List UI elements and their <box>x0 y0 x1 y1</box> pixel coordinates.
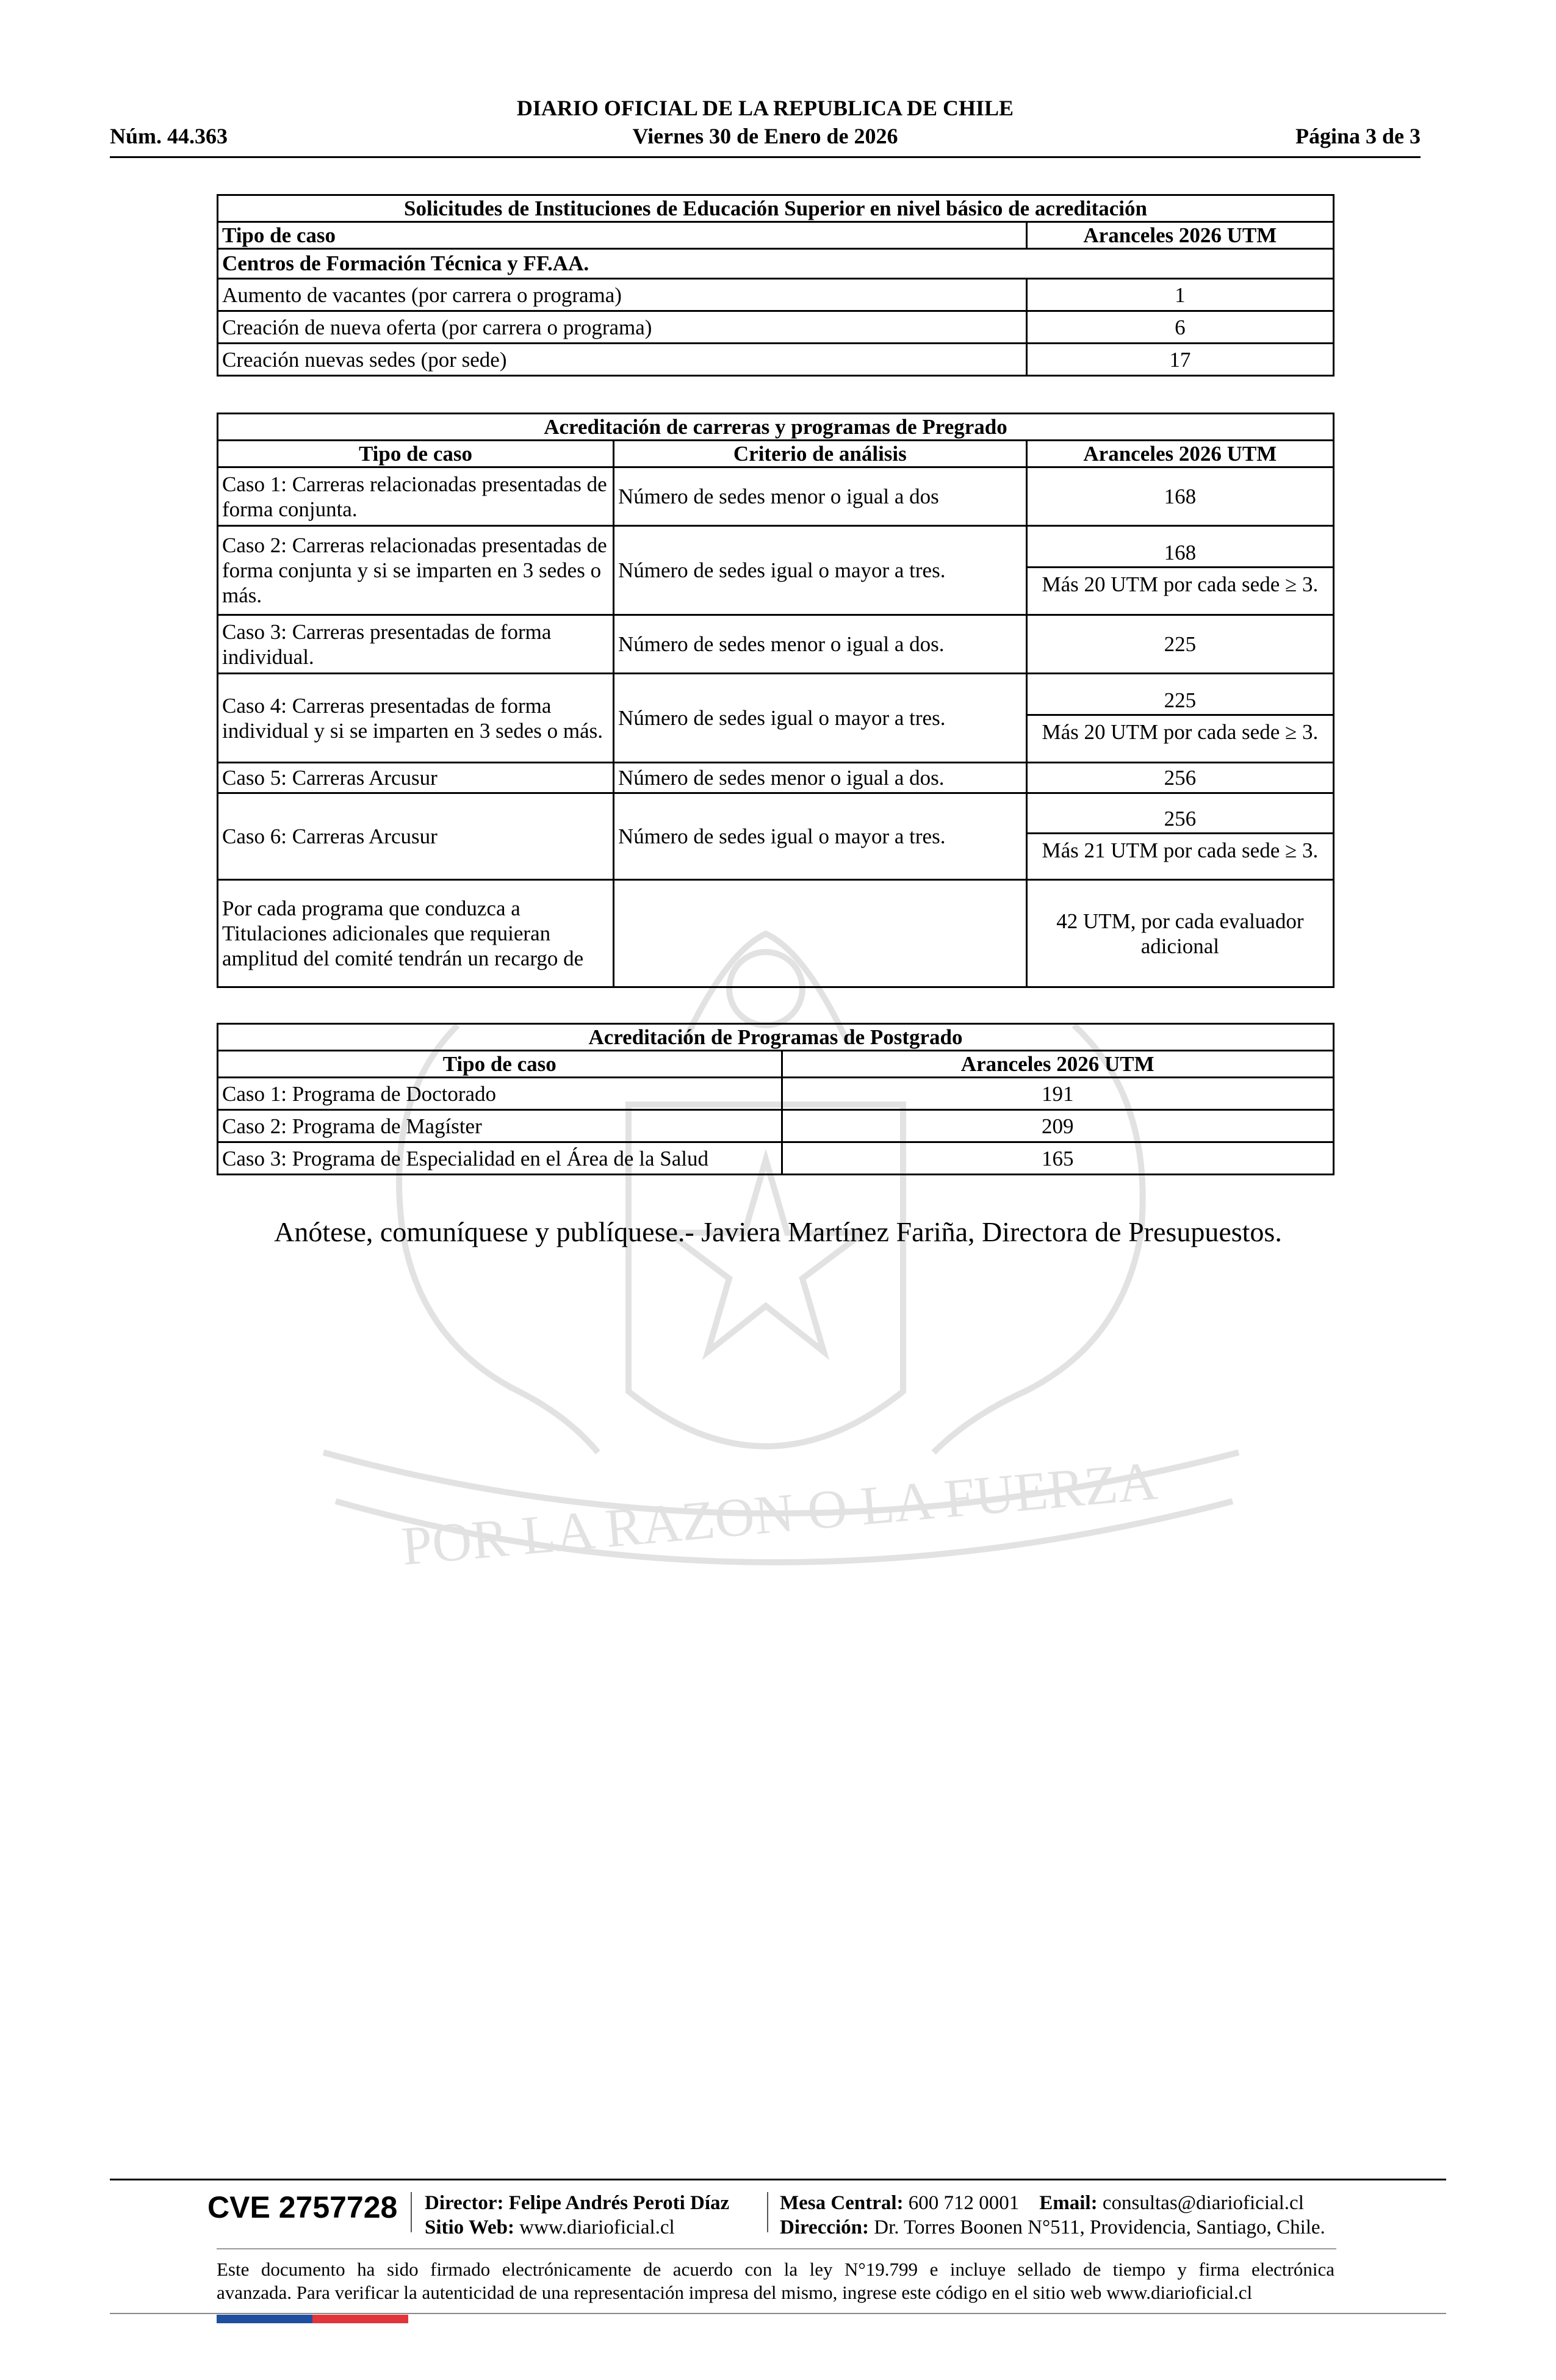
extra-fee: Más 20 UTM por cada sede ≥ 3. <box>1042 720 1319 744</box>
criteria-cell: Número de sedes igual o mayor a tres. <box>613 526 1026 615</box>
fee-cell: 191 <box>782 1078 1334 1110</box>
case-cell: Por cada programa que conduzca a Titulaciones adicionales que requieran amplitud del comité tendrán un recargo de <box>218 880 614 987</box>
director-label: Director: <box>425 2192 504 2214</box>
criteria-cell: Número de sedes igual o mayor a tres. <box>613 674 1026 763</box>
footer-contact-block <box>780 2191 1325 2240</box>
base-fee: 256 <box>1028 806 1333 834</box>
table-row <box>218 880 1334 987</box>
case-cell: Caso 4: Carreras presentadas de forma individual y si se imparten en 3 sedes o más. <box>218 674 614 763</box>
phone-label: Mesa Central: <box>780 2192 904 2214</box>
newspaper-title: DIARIO OFICIAL DE LA REPUBLICA DE CHILE <box>516 96 1014 120</box>
site-label: Sitio Web: <box>425 2216 515 2238</box>
table-title: Solicitudes de Instituciones de Educación Superior en nivel básico de acreditación <box>218 195 1334 222</box>
fee-cell: 1 <box>1026 279 1333 311</box>
table-row <box>218 467 1334 526</box>
issue-number: Núm. 44.363 <box>110 124 228 148</box>
case-cell: Creación nuevas sedes (por sede) <box>218 344 1027 376</box>
case-cell: Aumento de vacantes (por carrera o programa) <box>218 279 1027 311</box>
fee-cell: 17 <box>1026 344 1333 376</box>
footer-bottom-divider <box>110 2313 1446 2314</box>
criteria-cell: Número de sedes menor o igual a dos <box>613 467 1026 526</box>
site-link[interactable]: www.diarioficial.cl <box>519 2216 675 2238</box>
case-cell: Caso 2: Programa de Magíster <box>218 1110 782 1142</box>
legal-notice-line1: Este documento ha sido firmado electrónicamente de acuerdo con la ley N°19.799 e incluye sellado de tiempo y firma electrónica <box>217 2259 1334 2280</box>
undergraduate-accreditation-table <box>217 413 1334 988</box>
flag-stripe-red <box>312 2315 408 2323</box>
postgraduate-accreditation-table <box>217 1023 1334 1175</box>
basic-accreditation-table <box>217 194 1334 377</box>
footer-inner-divider <box>217 2248 1336 2249</box>
criteria-cell <box>613 880 1026 987</box>
footer-separator <box>767 2192 768 2232</box>
address-text: Dr. Torres Boonen N°511, Providencia, Santiago, Chile. <box>874 2216 1325 2238</box>
case-cell: Caso 2: Carreras relacionadas presentadas de forma conjunta y si se imparten en 3 sedes o más. <box>218 526 614 615</box>
phone-number: 600 712 0001 <box>908 2192 1020 2214</box>
table-row <box>218 1078 1334 1110</box>
table-row <box>218 763 1334 793</box>
fee-cell: 209 <box>782 1110 1334 1142</box>
page-header <box>110 92 1421 159</box>
fee-cell: 168 <box>1026 467 1333 526</box>
table-row <box>218 1110 1334 1142</box>
case-cell: Caso 5: Carreras Arcusur <box>218 763 614 793</box>
table-row <box>218 674 1334 763</box>
email-link[interactable]: consultas@diarioficial.cl <box>1102 2192 1304 2214</box>
column-header: Aranceles 2026 UTM <box>1026 222 1333 249</box>
footer-director-block <box>425 2191 729 2240</box>
table-row <box>218 279 1334 311</box>
case-cell: Caso 6: Carreras Arcusur <box>218 793 614 880</box>
section-header: Centros de Formación Técnica y FF.AA. <box>218 249 1334 279</box>
extra-fee: Más 21 UTM por cada sede ≥ 3. <box>1042 838 1319 862</box>
email-label: Email: <box>1039 2192 1098 2214</box>
footer-separator <box>411 2192 412 2232</box>
table-row <box>218 1142 1334 1175</box>
criteria-cell: Número de sedes menor o igual a dos. <box>613 763 1026 793</box>
base-fee: 225 <box>1028 687 1333 716</box>
fee-cell: 6 <box>1026 311 1333 344</box>
column-header: Aranceles 2026 UTM <box>1026 441 1333 467</box>
table-row <box>218 615 1334 674</box>
issue-date: Viernes 30 de Enero de 2026 <box>632 124 898 148</box>
table-row <box>218 344 1334 376</box>
case-cell: Caso 3: Carreras presentadas de forma individual. <box>218 615 614 674</box>
flag-stripe-blue <box>217 2315 312 2323</box>
table-title: Acreditación de carreras y programas de Pregrado <box>218 414 1334 441</box>
column-header: Criterio de análisis <box>613 441 1026 467</box>
case-cell: Caso 3: Programa de Especialidad en el Área de la Salud <box>218 1142 782 1175</box>
column-header: Tipo de caso <box>218 441 614 467</box>
table-row <box>218 311 1334 344</box>
page-indicator: Página 3 de 3 <box>1295 124 1421 148</box>
fee-cell <box>1026 526 1333 615</box>
legal-notice-line2: avanzada. Para verificar la autenticidad de una representación impresa del mismo, ingrese este código en el sitio web www.diarioficial.cl <box>217 2282 1253 2303</box>
base-fee: 168 <box>1028 539 1333 568</box>
table-row <box>218 526 1334 615</box>
fee-cell: 165 <box>782 1142 1334 1175</box>
criteria-cell: Número de sedes igual o mayor a tres. <box>613 793 1026 880</box>
fee-cell: 256 <box>1026 763 1333 793</box>
address-label: Dirección: <box>780 2216 870 2238</box>
column-header: Tipo de caso <box>218 222 1027 249</box>
table-row <box>218 793 1334 880</box>
fee-cell: 225 <box>1026 615 1333 674</box>
footer-divider <box>110 2179 1446 2180</box>
column-header: Aranceles 2026 UTM <box>782 1051 1334 1078</box>
fee-cell: 42 UTM, por cada evaluador adicional <box>1026 880 1333 987</box>
watermark-motto: POR LA RAZON O LA FUERZA <box>399 1451 1160 1578</box>
fee-cell <box>1026 793 1333 880</box>
case-cell: Caso 1: Carreras relacionadas presentadas de forma conjunta. <box>218 467 614 526</box>
cve-code: CVE 2757728 <box>207 2190 398 2224</box>
extra-fee: Más 20 UTM por cada sede ≥ 3. <box>1042 572 1319 596</box>
fee-cell <box>1026 674 1333 763</box>
case-cell: Caso 1: Programa de Doctorado <box>218 1078 782 1110</box>
case-cell: Creación de nueva oferta (por carrera o programa) <box>218 311 1027 344</box>
director-name: Felipe Andrés Peroti Díaz <box>508 2192 730 2214</box>
column-header: Tipo de caso <box>218 1051 782 1078</box>
table-title: Acreditación de Programas de Postgrado <box>218 1024 1334 1051</box>
criteria-cell: Número de sedes menor o igual a dos. <box>613 615 1026 674</box>
closing-statement: Anótese, comuníquese y publíquese.- Javiera Martínez Fariña, Directora de Presupuestos. <box>274 1216 1282 1247</box>
header-divider <box>110 156 1421 158</box>
